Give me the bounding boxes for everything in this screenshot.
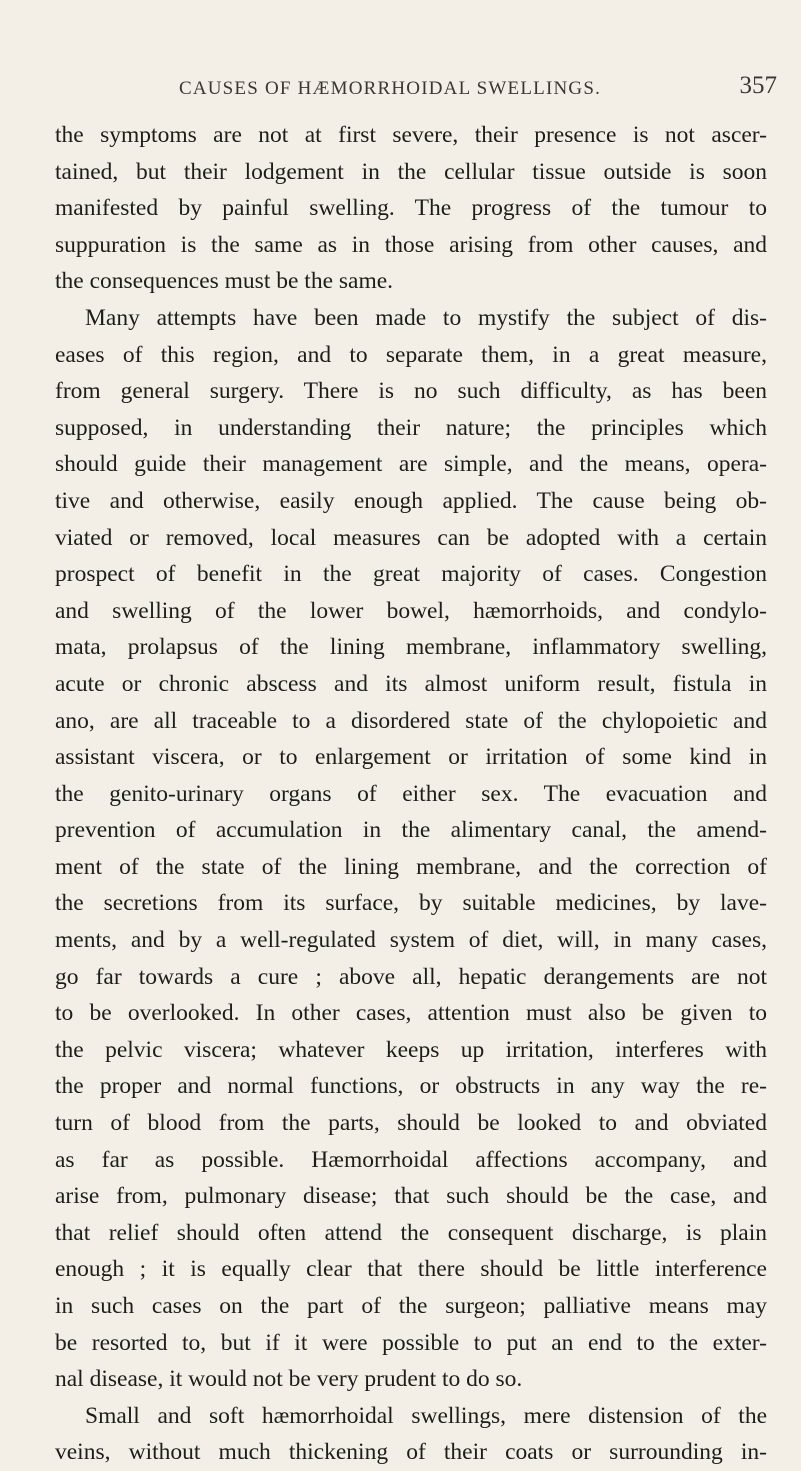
- text-line-10: should guide their management are simple, and the means, opera-: [55, 451, 767, 478]
- text-line-15: mata, prolapsus of the lining membrane, inflammatory swelling,: [55, 634, 767, 661]
- text-line-23: ments, and by a well-regulated system of diet, will, in many cases,: [55, 927, 767, 954]
- text-line-4: suppuration is the same as in those arising from other causes, and: [55, 231, 767, 258]
- text-line-22: the secretions from its surface, by suitable medicines, by lave-: [55, 890, 767, 917]
- text-line-5: the consequences must be the same.: [55, 268, 394, 295]
- text-line-25: to be overlooked. In other cases, attention must also be given to: [55, 1000, 767, 1027]
- text-line-32: enough ; it is equally clear that there should be little interference: [55, 1256, 767, 1283]
- text-line-24: go far towards a cure ; above all, hepatic derangements are not: [55, 963, 767, 990]
- body-text: [55, 117, 767, 1471]
- text-line-26: the pelvic viscera; whatever keeps up irritation, interferes with: [55, 1036, 767, 1063]
- text-line-18: assistant viscera, or to enlargement or irritation of some kind in: [55, 744, 767, 771]
- text-line-1: the symptoms are not at first severe, their presence is not ascer-: [55, 122, 767, 148]
- text-line-30: arise from, pulmonary disease; that such should be the case, and: [55, 1183, 767, 1210]
- text-line-20: prevention of accumulation in the alimentary canal, the amend-: [55, 817, 767, 844]
- running-title: CAUSES OF HÆMORRHOIDAL SWELLINGS.: [178, 78, 602, 99]
- text-line-34: be resorted to, but if it were possible to put an end to the exter-: [55, 1329, 767, 1356]
- text-line-29: as far as possible. Hæmorrhoidal affections accompany, and: [55, 1146, 767, 1173]
- text-line-19: the genito-urinary organs of either sex. The evacuation and: [55, 780, 767, 807]
- text-line-16: acute or chronic abscess and its almost uniform result, fistula in: [55, 670, 767, 697]
- text-line-14: and swelling of the lower bowel, hæmorrhoids, and condylo-: [55, 597, 767, 624]
- text-line-21: ment of the state of the lining membrane, and the correction of: [55, 853, 767, 880]
- text-line-31: that relief should often attend the consequent discharge, is plain: [55, 1219, 767, 1246]
- text-line-11: tive and otherwise, easily enough applied. The cause being ob-: [55, 487, 767, 514]
- text-line-3: manifested by painful swelling. The progress of the tumour to: [55, 195, 767, 222]
- text-line-27: the proper and normal functions, or obstructs in any way the re-: [55, 1073, 767, 1100]
- text-line-13: prospect of benefit in the great majority of cases. Congestion: [55, 561, 767, 588]
- text-line-7: eases of this region, and to separate them, in a great measure,: [55, 341, 767, 368]
- text-line-2: tained, but their lodgement in the cellular tissue outside is soon: [55, 158, 767, 185]
- text-line-12: viated or removed, local measures can be adopted with a certain: [55, 524, 767, 551]
- text-line-8: from general surgery. There is no such difficulty, as has been: [55, 378, 767, 405]
- text-line-36: Small and soft hæmorrhoidal swellings, mere distension of the: [85, 1402, 767, 1429]
- text-line-33: in such cases on the part of the surgeon; palliative means may: [55, 1293, 767, 1319]
- text-line-6: Many attempts have been made to mystify the subject of dis-: [85, 304, 767, 331]
- page-number: 357: [739, 72, 777, 99]
- text-line-28: turn of blood from the parts, should be looked to and obviated: [55, 1110, 767, 1137]
- text-line-37: veins, without much thickening of their coats or surrounding in-: [55, 1439, 767, 1466]
- text-line-17: ano, are all traceable to a disordered state of the chylopoietic and: [55, 707, 767, 734]
- text-line-35: nal disease, it would not be very prudent to do so.: [55, 1366, 523, 1393]
- text-line-9: supposed, in understanding their nature; the principles which: [55, 414, 767, 441]
